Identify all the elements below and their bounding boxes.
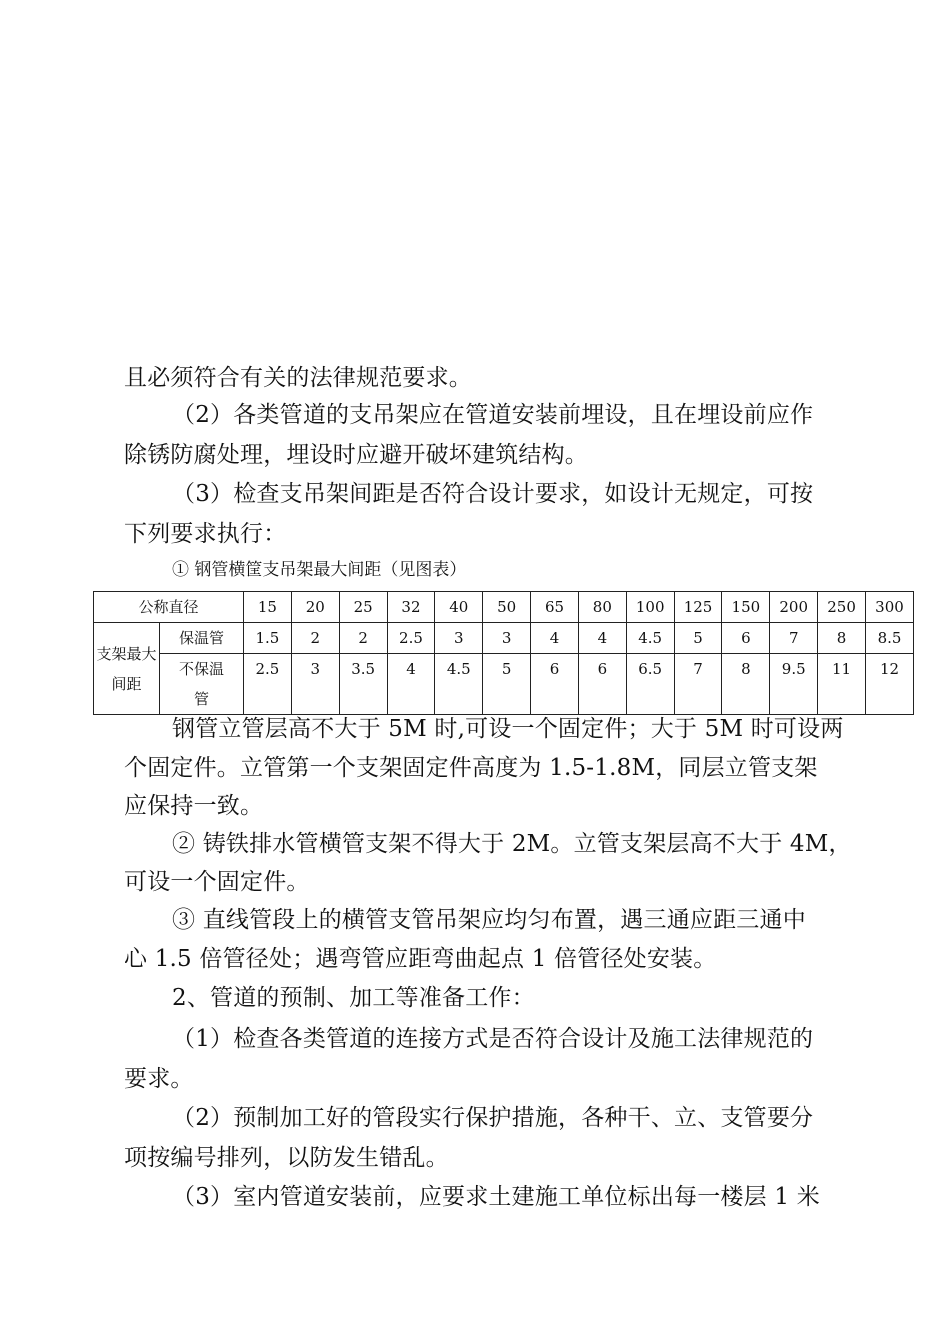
value-cell: 4.5: [626, 623, 674, 654]
body-line-9: ② 铸铁排水管横管支架不得大于 2M。立管支架层高不大于 4M，: [172, 831, 852, 857]
value-cell: 8.5: [865, 623, 913, 654]
value-cell: 4: [531, 623, 579, 654]
body-line-17: 项按编号排列，以防发生错乱。: [124, 1145, 449, 1171]
body-line-10: 可设一个固定件。: [124, 869, 310, 895]
body-line-4: （3）检查支吊架间距是否符合设计要求，如设计无规定，可按: [172, 481, 814, 507]
value-cell: 4: [578, 623, 626, 654]
table-header-row: [94, 592, 914, 623]
value-cell: 9.5: [770, 654, 818, 715]
value-cell: 3: [435, 623, 483, 654]
value-cell: 2.5: [387, 623, 435, 654]
value-cell: 6.5: [626, 654, 674, 715]
value-cell: 11: [818, 654, 866, 715]
body-line-7: 个固定件。立管第一个支架固定件高度为 1.5-1.8M，同层立管支架: [124, 755, 818, 781]
value-cell: 2: [291, 623, 339, 654]
body-line-5: 下列要求执行：: [124, 521, 287, 547]
body-line-12: 心 1.5 倍管径处；遇弯管应距弯曲起点 1 倍管径处安装。: [124, 946, 717, 972]
value-cell: 1.5: [244, 623, 292, 654]
value-cell: 7: [770, 623, 818, 654]
value-cell: 5: [483, 654, 531, 715]
support-spacing-table: [93, 591, 914, 715]
value-cell: 2: [339, 623, 387, 654]
diameter-cell: 25: [339, 592, 387, 623]
body-line-15: 要求。: [124, 1066, 194, 1092]
diameter-cell: 150: [722, 592, 770, 623]
body-line-11: ③ 直线管段上的横管支管吊架应均匀布置，遇三通应距三通中: [172, 907, 806, 933]
value-cell: 3.5: [339, 654, 387, 715]
body-line-2: （2）各类管道的支吊架应在管道安装前埋设，且在埋设前应作: [172, 402, 814, 428]
body-line-13: 2、管道的预制、加工等准备工作：: [172, 985, 535, 1011]
diameter-cell: 40: [435, 592, 483, 623]
table-row-uninsulated: [94, 654, 914, 715]
body-line-8: 应保持一致。: [124, 793, 264, 819]
diameter-cell: 125: [674, 592, 722, 623]
value-cell: 4: [387, 654, 435, 715]
diameter-cell: 250: [818, 592, 866, 623]
value-cell: 6: [722, 623, 770, 654]
diameter-cell: 50: [483, 592, 531, 623]
body-line-18: （3）室内管道安装前，应要求土建施工单位标出每一楼层 1 米: [172, 1184, 820, 1210]
body-line-1: 且必须符合有关的法律规范要求。: [124, 365, 472, 391]
value-cell: 4.5: [435, 654, 483, 715]
value-cell: 5: [674, 623, 722, 654]
body-line-14: （1）检查各类管道的连接方式是否符合设计及施工法律规范的: [172, 1026, 814, 1052]
diameter-cell: 80: [578, 592, 626, 623]
value-cell: 6: [578, 654, 626, 715]
row-label-uninsulated: 不保温管: [160, 654, 244, 715]
diameter-cell: 20: [291, 592, 339, 623]
value-cell: 8: [722, 654, 770, 715]
diameter-cell: 200: [770, 592, 818, 623]
table-caption: ① 钢管横筐支吊架最大间距（见图表）: [172, 560, 467, 580]
value-cell: 7: [674, 654, 722, 715]
value-cell: 3: [291, 654, 339, 715]
body-line-16: （2）预制加工好的管段实行保护措施，各种干、立、支管要分: [172, 1105, 814, 1131]
header-label: 公称直径: [94, 592, 244, 623]
value-cell: 2.5: [244, 654, 292, 715]
table-row-insulated: [94, 623, 914, 654]
row-label-insulated: 保温管: [160, 623, 244, 654]
diameter-cell: 32: [387, 592, 435, 623]
diameter-cell: 15: [244, 592, 292, 623]
diameter-cell: 300: [865, 592, 913, 623]
value-cell: 3: [483, 623, 531, 654]
value-cell: 8: [818, 623, 866, 654]
diameter-cell: 65: [531, 592, 579, 623]
value-cell: 6: [531, 654, 579, 715]
body-line-3: 除锈防腐处理，埋设时应避开破坏建筑结构。: [124, 442, 588, 468]
body-line-6: 钢管立管层高不大于 5M 时,可设一个固定件；大于 5M 时可设两: [172, 716, 844, 742]
value-cell: 12: [865, 654, 913, 715]
row-group-label: 支架最大间距: [94, 623, 160, 715]
diameter-cell: 100: [626, 592, 674, 623]
